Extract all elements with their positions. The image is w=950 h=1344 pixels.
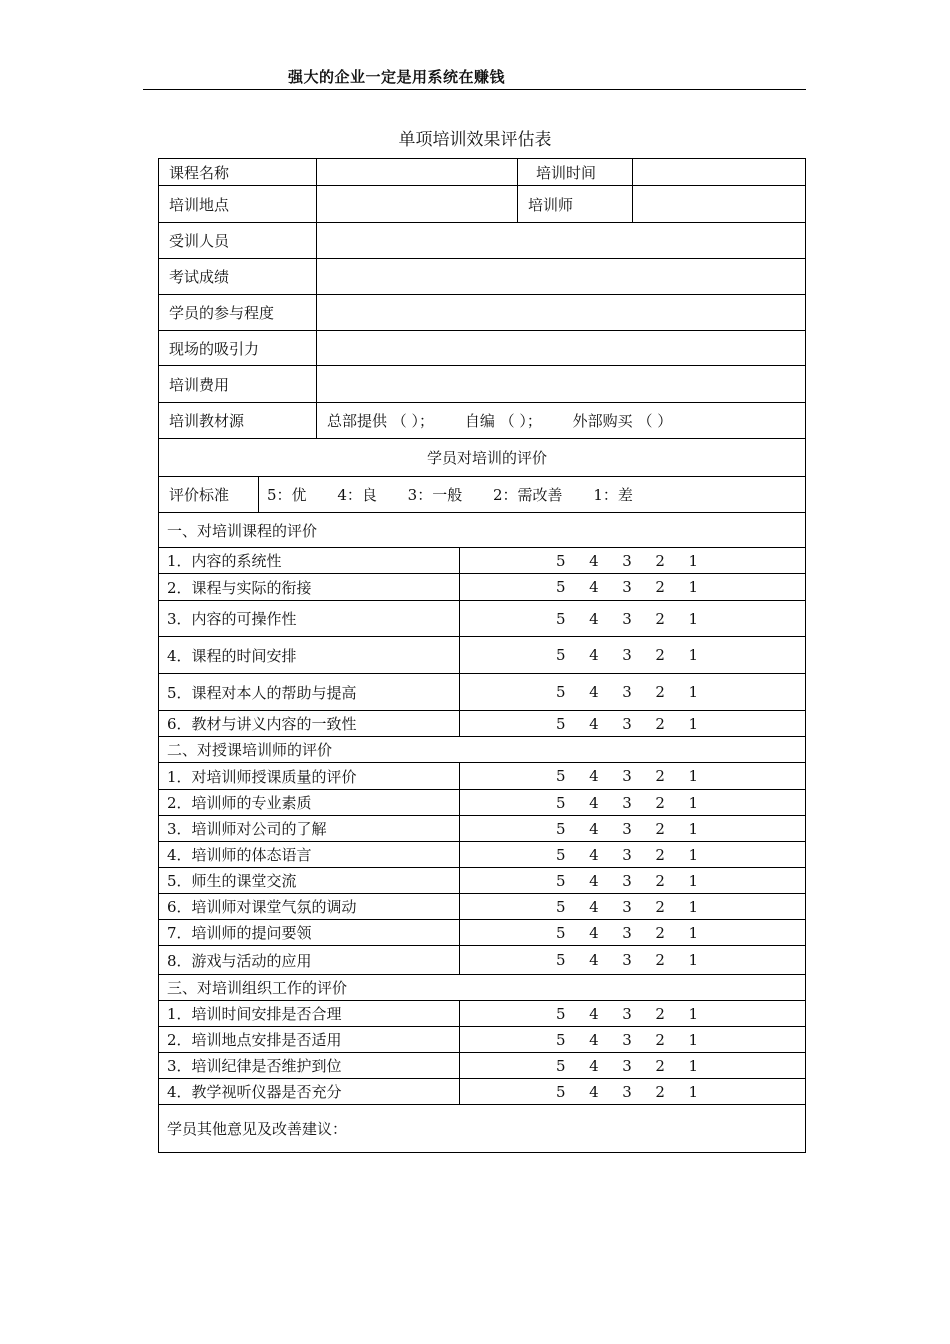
level-5: 5：优: [267, 486, 307, 504]
score-option[interactable]: 4: [589, 578, 599, 596]
item-label: 7．培训师的提问要领: [159, 920, 460, 946]
item-row: [159, 842, 806, 868]
score-option[interactable]: 1: [688, 845, 698, 864]
score-option[interactable]: 5: [556, 845, 566, 864]
field-training-time[interactable]: [633, 159, 806, 186]
score-scale: [556, 898, 698, 916]
score-option[interactable]: 2: [655, 767, 665, 785]
score-cell[interactable]: [460, 711, 806, 737]
score-option[interactable]: 4: [589, 1030, 599, 1049]
score-scale: [556, 715, 698, 733]
item-label: 1．培训时间安排是否合理: [159, 1001, 460, 1027]
score-option[interactable]: 4: [589, 951, 599, 969]
material-source-options: [317, 403, 806, 439]
score-cell[interactable]: [460, 816, 806, 842]
score-option[interactable]: 1: [688, 683, 698, 701]
score-option[interactable]: 1: [688, 1030, 698, 1049]
label-participation: 学员的参与程度: [159, 295, 317, 331]
score-option[interactable]: 3: [622, 1082, 632, 1101]
evaluation-heading: 学员对培训的评价: [159, 439, 806, 477]
score-option[interactable]: 3: [622, 819, 632, 838]
score-option[interactable]: 2: [655, 609, 665, 628]
score-scale: [556, 924, 698, 942]
score-option[interactable]: 3: [622, 1056, 632, 1075]
score-option[interactable]: 3: [622, 714, 632, 733]
label-material-source: 培训教材源: [159, 403, 317, 439]
score-scale: [556, 1083, 698, 1101]
score-option[interactable]: 1: [688, 897, 698, 916]
form-title: 单项培训效果评估表: [398, 130, 552, 150]
score-option[interactable]: 5: [556, 578, 566, 596]
score-scale: [556, 610, 698, 628]
suggestions-label: 学员其他意见及改善建议：: [167, 1120, 348, 1138]
score-option[interactable]: 3: [622, 578, 632, 596]
score-scale: [556, 1057, 698, 1075]
label-standard: 评价标准: [159, 477, 259, 513]
score-option[interactable]: 2: [655, 819, 665, 838]
score-option[interactable]: 4: [589, 1004, 599, 1023]
score-option[interactable]: 3: [622, 646, 632, 664]
section-trainer-heading: 二、对授课培训师的评价: [159, 737, 806, 763]
item-row: [159, 894, 806, 920]
option-hq-provided[interactable]: 总部提供 （ ）；: [327, 412, 435, 430]
score-option[interactable]: 2: [655, 1056, 665, 1075]
item-row: [159, 1053, 806, 1079]
score-option[interactable]: 2: [655, 1004, 665, 1023]
score-option[interactable]: 1: [688, 609, 698, 628]
score-option[interactable]: 3: [622, 1030, 632, 1049]
score-option[interactable]: 4: [589, 714, 599, 733]
item-row: [159, 548, 806, 574]
item-label: 3．培训师对公司的了解: [159, 816, 460, 842]
score-option[interactable]: 2: [655, 793, 665, 812]
score-option[interactable]: 1: [688, 1004, 698, 1023]
label-course-name: 课程名称: [159, 159, 317, 186]
score-option[interactable]: 3: [622, 1004, 632, 1023]
score-option[interactable]: 2: [655, 578, 665, 596]
item-row: [159, 946, 806, 975]
score-cell[interactable]: [460, 920, 806, 946]
field-cost[interactable]: [317, 366, 806, 403]
score-option[interactable]: 4: [589, 1082, 599, 1101]
score-scale: [556, 767, 698, 785]
score-option[interactable]: 4: [589, 683, 599, 701]
option-external-purchase[interactable]: 外部购买 （ ）: [572, 412, 673, 430]
field-participation[interactable]: [317, 295, 806, 331]
score-option[interactable]: 1: [688, 578, 698, 596]
score-cell[interactable]: [460, 1027, 806, 1053]
score-option[interactable]: 1: [688, 871, 698, 890]
score-scale: [556, 872, 698, 890]
score-option[interactable]: 5: [556, 897, 566, 916]
score-scale: [556, 1005, 698, 1023]
item-row: [159, 711, 806, 737]
field-attraction[interactable]: [317, 331, 806, 366]
score-cell[interactable]: [460, 1001, 806, 1027]
item-label: 6．培训师对课堂气氛的调动: [159, 894, 460, 920]
score-cell[interactable]: [460, 601, 806, 637]
score-scale: [556, 646, 698, 664]
score-scale: [556, 1031, 698, 1049]
score-option[interactable]: 2: [655, 646, 665, 664]
score-option[interactable]: 4: [589, 845, 599, 864]
item-row: [159, 1001, 806, 1027]
score-cell[interactable]: [460, 548, 806, 574]
score-cell[interactable]: [460, 946, 806, 975]
score-option[interactable]: 5: [556, 819, 566, 838]
label-attraction: 现场的吸引力: [159, 331, 317, 366]
score-option[interactable]: 5: [556, 951, 566, 969]
field-trainer[interactable]: [633, 186, 806, 223]
score-option[interactable]: 5: [556, 1004, 566, 1023]
score-option[interactable]: 4: [589, 551, 599, 570]
score-option[interactable]: 1: [688, 819, 698, 838]
item-row: [159, 763, 806, 790]
item-label: 4．教学视听仪器是否充分: [159, 1079, 460, 1105]
score-cell[interactable]: [460, 1079, 806, 1105]
score-option[interactable]: 2: [655, 897, 665, 916]
score-option[interactable]: 2: [655, 871, 665, 890]
score-scale: [556, 552, 698, 570]
score-scale: [556, 820, 698, 838]
item-label: 5．课程对本人的帮助与提高: [159, 674, 460, 711]
score-option[interactable]: 1: [688, 793, 698, 812]
score-option[interactable]: 4: [589, 646, 599, 664]
score-option[interactable]: 5: [556, 1082, 566, 1101]
item-label: 1．内容的系统性: [159, 548, 460, 574]
level-1: 1：差: [593, 486, 633, 504]
score-option[interactable]: 2: [655, 845, 665, 864]
score-option[interactable]: 1: [688, 714, 698, 733]
score-option[interactable]: 5: [556, 551, 566, 570]
score-option[interactable]: 5: [556, 714, 566, 733]
score-scale: [556, 846, 698, 864]
item-row: [159, 868, 806, 894]
field-course-name[interactable]: [317, 159, 518, 186]
score-cell[interactable]: [460, 763, 806, 790]
score-option[interactable]: 4: [589, 819, 599, 838]
score-cell[interactable]: [460, 842, 806, 868]
score-option[interactable]: 2: [655, 1030, 665, 1049]
score-option[interactable]: 3: [622, 897, 632, 916]
field-exam-score[interactable]: [317, 259, 806, 295]
score-scale: [556, 794, 698, 812]
item-label: 3．培训纪律是否维护到位: [159, 1053, 460, 1079]
item-row: [159, 674, 806, 711]
item-row: [159, 920, 806, 946]
score-option[interactable]: 3: [622, 793, 632, 812]
score-option[interactable]: 1: [688, 551, 698, 570]
item-row: [159, 1079, 806, 1105]
score-scale: [556, 951, 698, 969]
score-option[interactable]: 1: [688, 767, 698, 785]
option-self-compiled[interactable]: 自编 （ ）；: [464, 412, 542, 430]
score-cell[interactable]: [460, 868, 806, 894]
score-cell[interactable]: [460, 574, 806, 601]
field-trainees[interactable]: [317, 223, 806, 259]
suggestions-field[interactable]: [159, 1105, 806, 1153]
score-scale: [556, 683, 698, 701]
level-3: 3：一般: [407, 486, 463, 504]
item-label: 1．对培训师授课质量的评价: [159, 763, 460, 790]
item-row: [159, 601, 806, 637]
label-training-time: 培训时间: [518, 159, 633, 186]
label-trainees: 受训人员: [159, 223, 317, 259]
field-location[interactable]: [317, 186, 518, 223]
score-cell[interactable]: [460, 1053, 806, 1079]
item-row: [159, 574, 806, 601]
standard-levels: [259, 477, 806, 513]
score-option[interactable]: 5: [556, 767, 566, 785]
score-option[interactable]: 3: [622, 923, 632, 942]
header-rule: [143, 89, 806, 90]
score-option[interactable]: 5: [556, 609, 566, 628]
score-option[interactable]: 3: [622, 683, 632, 701]
label-trainer: 培训师: [518, 186, 633, 223]
item-label: 3．内容的可操作性: [159, 601, 460, 637]
score-option[interactable]: 2: [655, 714, 665, 733]
score-option[interactable]: 5: [556, 1030, 566, 1049]
score-option[interactable]: 1: [688, 1056, 698, 1075]
score-option[interactable]: 4: [589, 897, 599, 916]
item-label: 2．培训地点安排是否适用: [159, 1027, 460, 1053]
score-option[interactable]: 2: [655, 951, 665, 969]
score-option[interactable]: 1: [688, 951, 698, 969]
score-option[interactable]: 3: [622, 767, 632, 785]
score-option[interactable]: 3: [622, 845, 632, 864]
item-row: [159, 816, 806, 842]
score-option[interactable]: 4: [589, 871, 599, 890]
score-option[interactable]: 5: [556, 923, 566, 942]
section-organization-heading: 三、对培训组织工作的评价: [159, 975, 806, 1001]
item-row: [159, 637, 806, 674]
score-option[interactable]: 4: [589, 793, 599, 812]
score-cell[interactable]: [460, 790, 806, 816]
label-exam-score: 考试成绩: [159, 259, 317, 295]
score-option[interactable]: 1: [688, 1082, 698, 1101]
item-row: [159, 790, 806, 816]
score-cell[interactable]: [460, 894, 806, 920]
item-label: 4．培训师的体态语言: [159, 842, 460, 868]
score-option[interactable]: 5: [556, 871, 566, 890]
score-option[interactable]: 2: [655, 683, 665, 701]
score-option[interactable]: 4: [589, 923, 599, 942]
page-header-text: 强大的企业一定是用系统在赚钱: [288, 68, 506, 86]
score-cell[interactable]: [460, 674, 806, 711]
level-2: 2：需改善: [492, 486, 563, 504]
score-option[interactable]: 1: [688, 923, 698, 942]
score-option[interactable]: 3: [622, 551, 632, 570]
score-option[interactable]: 3: [622, 609, 632, 628]
item-label: 5．师生的课堂交流: [159, 868, 460, 894]
item-label: 6．教材与讲义内容的一致性: [159, 711, 460, 737]
score-option[interactable]: 2: [655, 551, 665, 570]
label-cost: 培训费用: [159, 366, 317, 403]
score-option[interactable]: 2: [655, 923, 665, 942]
score-option[interactable]: 5: [556, 646, 566, 664]
evaluation-form-table: [158, 158, 806, 1153]
score-option[interactable]: 3: [622, 871, 632, 890]
score-option[interactable]: 4: [589, 1056, 599, 1075]
score-option[interactable]: 1: [688, 646, 698, 664]
score-option[interactable]: 4: [589, 767, 599, 785]
section-course-heading: 一、对培训课程的评价: [159, 513, 806, 548]
score-option[interactable]: 5: [556, 793, 566, 812]
score-cell[interactable]: [460, 637, 806, 674]
score-option[interactable]: 5: [556, 1056, 566, 1075]
item-label: 8．游戏与活动的应用: [159, 946, 460, 975]
item-row: [159, 1027, 806, 1053]
score-option[interactable]: 5: [556, 683, 566, 701]
item-label: 2．课程与实际的衔接: [159, 574, 460, 601]
item-label: 2．培训师的专业素质: [159, 790, 460, 816]
score-option[interactable]: 3: [622, 951, 632, 969]
score-option[interactable]: 2: [655, 1082, 665, 1101]
item-label: 4．课程的时间安排: [159, 637, 460, 674]
score-option[interactable]: 4: [589, 609, 599, 628]
score-scale: [556, 578, 698, 596]
label-location: 培训地点: [159, 186, 317, 223]
level-4: 4：良: [337, 486, 377, 504]
